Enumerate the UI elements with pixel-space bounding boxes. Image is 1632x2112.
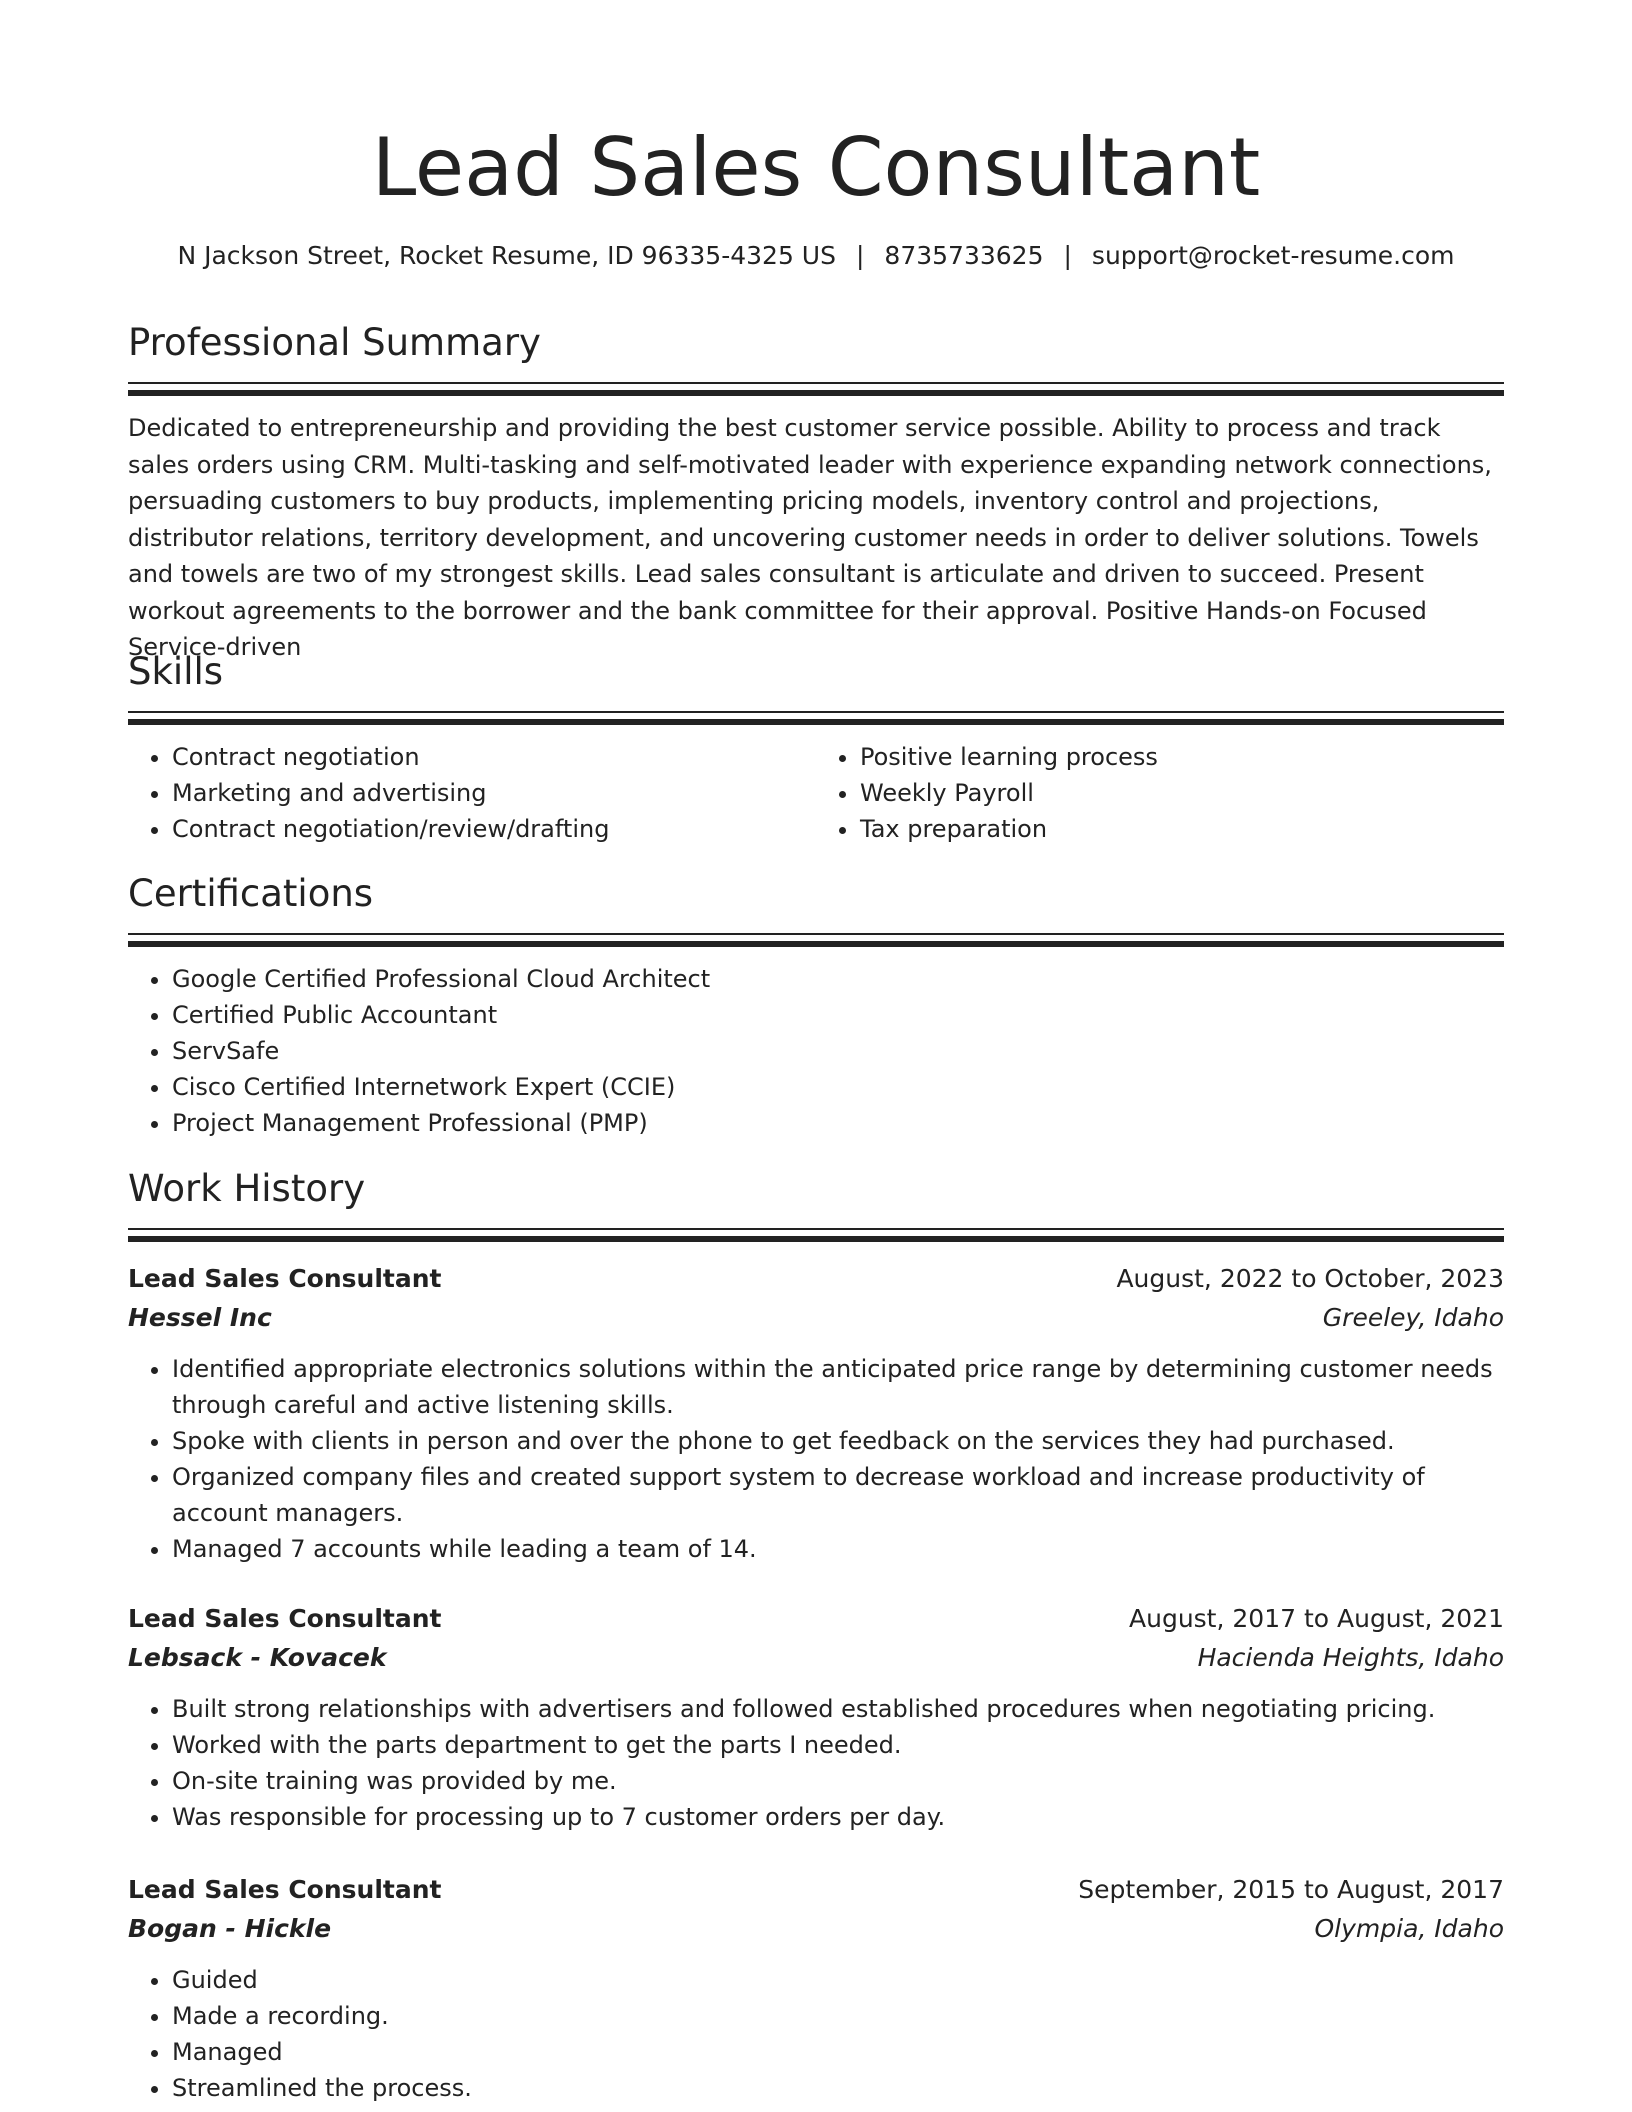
- job-company-row: [128, 1909, 1504, 1948]
- job-bullet: • Guided: [172, 1962, 1504, 1998]
- skill-item: • Contract negotiation: [172, 739, 816, 775]
- job-bullet: • Worked with the parts department to get the parts I needed.: [172, 1727, 1504, 1763]
- section-divider: [128, 1228, 1504, 1230]
- skills-list-right: [816, 739, 1504, 847]
- certification-item: • Project Management Professional (PMP): [172, 1105, 1504, 1141]
- summary-section: [128, 318, 1504, 666]
- job-bullet: • Managed: [172, 2034, 1504, 2070]
- section-divider-thick: [128, 719, 1504, 725]
- job-bullets: [128, 1351, 1504, 1567]
- section-divider: [128, 711, 1504, 713]
- job-location: Greeley, Idaho: [1322, 1303, 1504, 1332]
- skill-item: • Marketing and advertising: [172, 775, 816, 811]
- contact-email[interactable]: support@rocket-resume.com: [1091, 241, 1455, 270]
- job-header-row: [128, 1599, 1504, 1638]
- resume-name: Lead Sales Consultant: [371, 121, 1261, 214]
- certification-item: • ServSafe: [172, 1033, 1504, 1069]
- job-company: Lebsack - Kovacek: [128, 1643, 387, 1672]
- job-dates: August, 2022 to October, 2023: [1116, 1264, 1504, 1293]
- job-company: Hessel Inc: [128, 1303, 272, 1332]
- section-title-skills: Skills: [128, 650, 224, 693]
- job-entry: [128, 1259, 1504, 1567]
- job-company-row: [128, 1298, 1504, 1337]
- job-bullet: • Was responsible for processing up to 7 customer orders per day.: [172, 1799, 1504, 1835]
- contact-separator: |: [1063, 241, 1072, 270]
- job-bullet: • Identified appropriate electronics solutions within the anticipated price range by determining customer needs through careful and active listening skills.: [172, 1351, 1504, 1423]
- job-bullets: [128, 1691, 1504, 1835]
- job-company-row: [128, 1638, 1504, 1677]
- skills-columns: [128, 739, 1504, 847]
- section-title-summary: Professional Summary: [128, 321, 541, 364]
- section-title-certifications: Certifications: [128, 872, 374, 915]
- certification-item: • Cisco Certified Internetwork Expert (CCIE): [172, 1069, 1504, 1105]
- section-title-work-history: Work History: [128, 1167, 366, 1210]
- job-title: Lead Sales Consultant: [128, 1264, 442, 1293]
- job-title: Lead Sales Consultant: [128, 1875, 442, 1904]
- skill-item: • Weekly Payroll: [860, 775, 1504, 811]
- contact-separator: |: [855, 241, 865, 270]
- job-header-row: [128, 1870, 1504, 1909]
- job-bullet: • Managed 7 accounts while leading a team of 14.: [172, 1531, 1504, 1567]
- job-company: Bogan - Hickle: [128, 1914, 332, 1943]
- section-divider-thick: [128, 1236, 1504, 1242]
- job-location: Olympia, Idaho: [1314, 1914, 1504, 1943]
- certification-item: • Certified Public Accountant: [172, 997, 1504, 1033]
- job-bullet: • Streamlined the process.: [172, 2070, 1504, 2106]
- certification-item: • Google Certified Professional Cloud Architect: [172, 961, 1504, 997]
- section-divider-thick: [128, 390, 1504, 396]
- skill-item: • Tax preparation: [860, 811, 1504, 847]
- work-history-section: [128, 1164, 1504, 1242]
- job-bullets: [128, 1962, 1504, 2106]
- job-bullet: • Made a recording.: [172, 1998, 1504, 2034]
- job-title: Lead Sales Consultant: [128, 1604, 442, 1633]
- section-divider: [128, 933, 1504, 935]
- job-header-row: [128, 1259, 1504, 1298]
- job-bullet: • Spoke with clients in person and over the phone to get feedback on the services they had purchased.: [172, 1423, 1504, 1459]
- job-entry: [128, 1870, 1504, 2106]
- job-dates: August, 2017 to August, 2021: [1129, 1604, 1504, 1633]
- job-bullet: • Organized company files and created support system to decrease workload and increase productivity of account managers.: [172, 1459, 1504, 1531]
- skill-item: • Contract negotiation/review/drafting: [172, 811, 816, 847]
- job-location: Hacienda Heights, Idaho: [1197, 1643, 1504, 1672]
- section-divider-thick: [128, 941, 1504, 947]
- skills-section: [128, 647, 1504, 847]
- skills-list-left: [128, 739, 816, 847]
- job-entry: [128, 1599, 1504, 1835]
- contact-phone: 8735733625: [884, 241, 1044, 270]
- skill-item: • Positive learning process: [860, 739, 1504, 775]
- job-dates: September, 2015 to August, 2017: [1078, 1875, 1504, 1904]
- certifications-list: [128, 961, 1504, 1141]
- section-divider: [128, 382, 1504, 384]
- contact-line: [128, 236, 1504, 276]
- job-bullet: • Built strong relationships with advertisers and followed established procedures when negotiating pricing.: [172, 1691, 1504, 1727]
- contact-address: N Jackson Street, Rocket Resume, ID 96335-4325 US: [177, 241, 836, 270]
- job-bullet: • On-site training was provided by me.: [172, 1763, 1504, 1799]
- summary-text: Dedicated to entrepreneurship and providing the best customer service possible. Ability to process and track sales orders using CRM. Multi-tasking and self-motivated leader with experience expanding network connections, persuading customers to buy products, implementing pricing models, inventory control and projections, distributor relations, territory development, and uncovering customer needs in order to deliver solutions. Towels and towels are two of my strongest skills. Lead sales consultant is articulate and driven to succeed. Present workout agreements to the borrower and the bank committee for their approval. Positive Hands-on Focused Service-driven: [128, 414, 1492, 661]
- certifications-section: [128, 869, 1504, 1141]
